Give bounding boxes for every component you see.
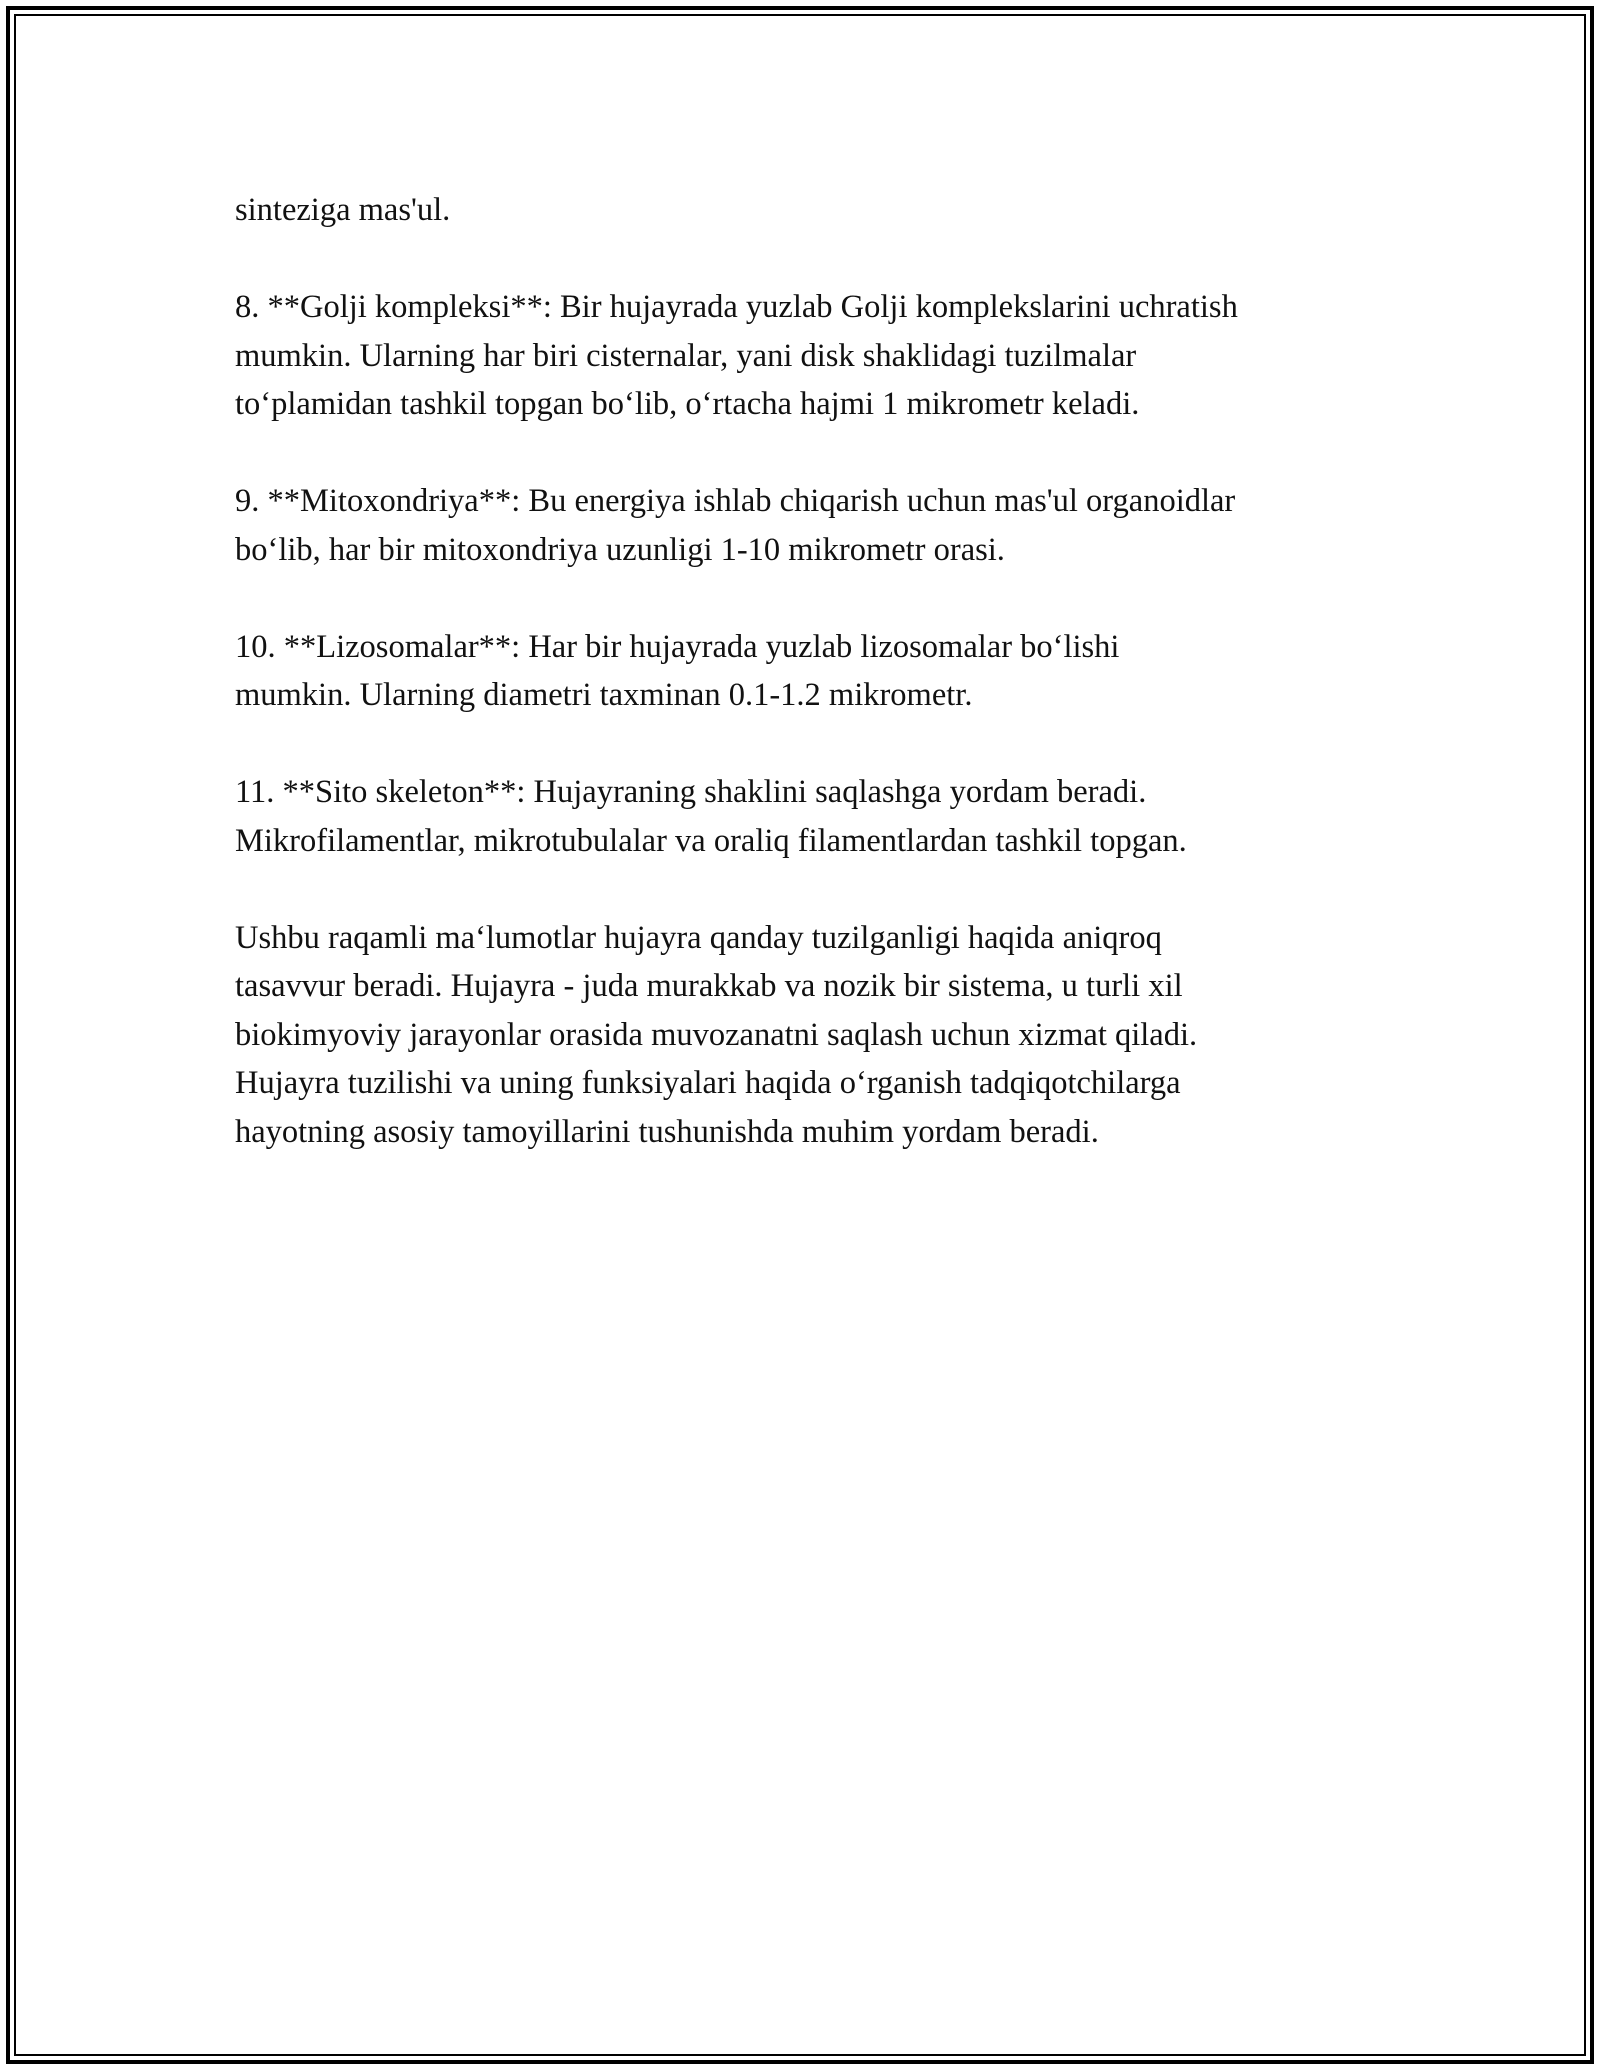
paragraph-lysosomes: 10. **Lizosomalar**: Har bir hujayrada yuzlab lizosomalar bo‘lishi mumkin. Ularning diametri taxminan 0.1-1.2 mikrometr. [235,628,1120,713]
paragraph-mitochondria: 9. **Mitoxondriya**: Bu energiya ishlab chiqarish uchun mas'ul organoidlar bo‘lib, har bir mitoxondriya uzunligi 1-10 mikrometr orasi. [235,483,1236,568]
document-body [235,186,1385,1205]
paragraph-conclusion: Ushbu raqamli ma‘lumotlar hujayra qanday tuzilganligi haqida aniqroq tasavvur beradi. Hujayra - juda murakkab va nozik bir sistema, u turli xil biokimyoviy jarayonlar orasida muvozanatni saqlash uchun xizmat qiladi. Hujayra tuzilishi va uning funksiyalari haqida o‘rganish tadqiqotchilarga hayotning asosiy tamoyillarini tushunishda muhim yordam beradi. [235,919,1198,1150]
paragraph-continuation: sinteziga mas'ul. [235,192,451,228]
paragraph-cytoskeleton: 11. **Sito skeleton**: Hujayraning shaklini saqlashga yordam beradi. Mikrofilamentlar, mikrotubulalar va oraliq filamentlardan tashkil topgan. [235,774,1187,859]
paragraph-golgi-complex: 8. **Golji kompleksi**: Bir hujayrada yuzlab Golji komplekslarini uchratish mumkin. Ularning har biri cisternalar, yani disk shaklidagi tuzilmalar to‘plamidan tashkil topgan bo‘lib, o‘rtacha hajmi 1 mikrometr keladi. [235,289,1238,422]
